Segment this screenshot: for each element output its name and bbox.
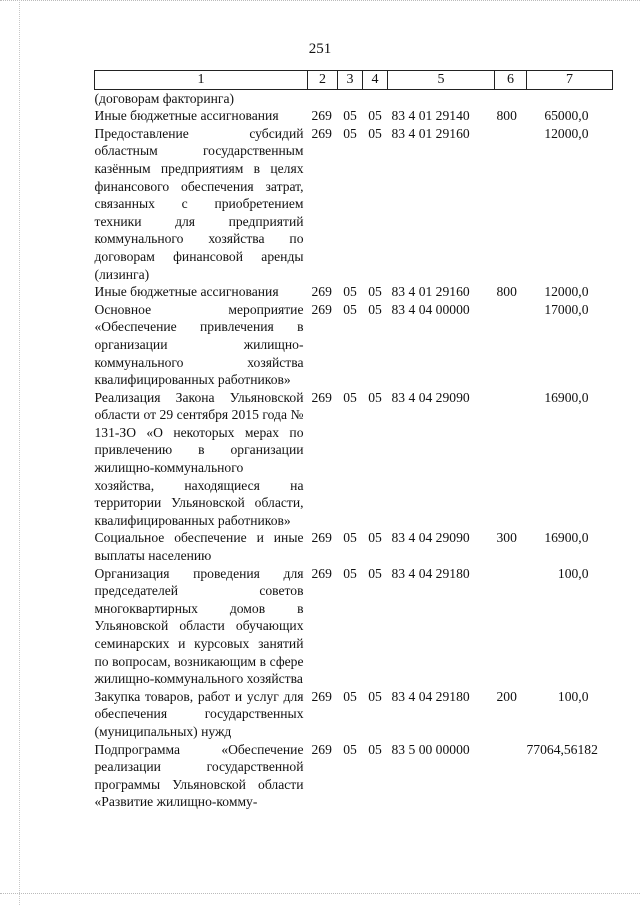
row-section: 05 (343, 301, 357, 317)
column-header-7: 7 (527, 71, 613, 90)
row-subsection: 05 (368, 741, 382, 757)
row-amount (527, 89, 613, 107)
row-name: Реализация Закона Ульяновской области от 29 сентября 2015 года № 131-ЗО «О некоторых мерах по привлечению в организации жилищно-коммунального хозяйства, находящиеся на территории Ульяновской области, квалифицированных работников» (94, 389, 304, 528)
row-subsection: 05 (368, 125, 382, 141)
row-subsection: 05 (368, 108, 382, 124)
column-header-4: 4 (363, 71, 388, 90)
row-admin-code: 269 (311, 284, 332, 300)
row-amount: 12000,0 (544, 284, 589, 300)
row-section (338, 89, 363, 107)
column-header-1: 1 (95, 71, 308, 90)
row-expense-type (495, 389, 527, 530)
row-expense-type (495, 741, 527, 811)
table-row (95, 89, 613, 107)
scan-edge-bottom (0, 893, 640, 894)
row-subsection: 05 (368, 389, 382, 405)
row-subsection: 05 (368, 565, 382, 581)
row-admin-code: 269 (311, 301, 332, 317)
table-header-row (95, 71, 613, 90)
row-target-article: 83 4 04 29090 (391, 530, 470, 546)
row-admin-code: 269 (311, 688, 332, 704)
row-subsection: 05 (368, 284, 382, 300)
row-expense-type (495, 125, 527, 283)
row-name: (договорам факторинга) (94, 90, 235, 106)
row-target-article: 83 4 04 29090 (391, 389, 470, 405)
column-header-3: 3 (338, 71, 363, 90)
row-admin-code: 269 (311, 565, 332, 581)
row-section: 05 (343, 125, 357, 141)
row-section: 05 (343, 284, 357, 300)
row-admin-code (308, 89, 338, 107)
row-name: Организация проведения для председателей советов многоквартирных домов в Ульяновской области обучающих семинарских и курсовых занятий по вопросам, возникающим в сфере жилищно-коммунального хозяйства (94, 565, 304, 687)
row-name: Подпрограмма «Обеспечение реализации государственной программы Ульяновской области «Развитие жилищно-комму- (94, 741, 304, 810)
row-name: Социальное обеспечение и иные выплаты населению (94, 530, 304, 564)
row-name: Иные бюджетные ассигнования (94, 284, 279, 300)
row-amount: 65000,0 (544, 108, 589, 124)
table-row (95, 283, 613, 301)
row-section: 05 (343, 741, 357, 757)
row-subsection: 05 (368, 688, 382, 704)
row-amount: 17000,0 (544, 301, 589, 317)
row-subsection: 05 (368, 301, 382, 317)
row-section: 05 (343, 688, 357, 704)
row-section: 05 (343, 389, 357, 405)
table-row (95, 125, 613, 283)
scan-edge-left (19, 0, 20, 905)
row-section: 05 (343, 530, 357, 546)
row-amount: 16900,0 (544, 389, 589, 405)
row-admin-code: 269 (311, 530, 332, 546)
row-admin-code: 269 (311, 389, 332, 405)
row-target-article: 83 4 01 29160 (391, 125, 470, 141)
row-expense-type (495, 565, 527, 688)
page-number: 251 (308, 41, 332, 57)
table-row (95, 529, 613, 564)
column-header-6: 6 (495, 71, 527, 90)
row-section: 05 (343, 565, 357, 581)
row-expense-type (495, 89, 527, 107)
row-target-article: 83 5 00 00000 (391, 741, 470, 757)
row-target-article (388, 89, 495, 107)
table-row (95, 107, 613, 125)
row-target-article: 83 4 04 29180 (391, 565, 470, 581)
row-admin-code: 269 (311, 108, 332, 124)
row-target-article: 83 4 01 29140 (391, 108, 470, 124)
row-target-article: 83 4 01 29160 (391, 284, 470, 300)
table-row (95, 301, 613, 389)
row-expense-type: 200 (496, 688, 517, 704)
table-row (95, 565, 613, 688)
column-header-5: 5 (388, 71, 495, 90)
budget-table (94, 70, 613, 811)
column-header-2: 2 (308, 71, 338, 90)
row-name: Иные бюджетные ассигнования (94, 108, 279, 124)
row-target-article: 83 4 04 00000 (391, 301, 470, 317)
table-row (95, 389, 613, 530)
row-expense-type: 800 (496, 108, 517, 124)
row-amount: 100,0 (557, 565, 589, 581)
row-expense-type (495, 301, 527, 389)
row-amount: 77064,56182 (526, 741, 598, 757)
row-amount: 16900,0 (544, 530, 589, 546)
row-name: Основное мероприятие «Обеспечение привлечения в организации жилищно-коммунального хозяйства квалифицированных работников» (94, 301, 304, 388)
row-subsection: 05 (368, 530, 382, 546)
row-name: Предоставление субсидий областным государственным казённым предприятиям в целях финансового обеспечения затрат, связанных с приобретением техники для предприятий коммунального хозяйства по договорам финансовой аренды (лизинга) (94, 125, 304, 282)
row-expense-type: 800 (496, 284, 517, 300)
table-row (95, 741, 613, 811)
row-admin-code: 269 (311, 741, 332, 757)
row-expense-type: 300 (496, 530, 517, 546)
row-admin-code: 269 (311, 125, 332, 141)
row-amount: 12000,0 (544, 125, 589, 141)
scan-edge-top (0, 0, 640, 1)
row-subsection (363, 89, 388, 107)
row-name: Закупка товаров, работ и услуг для обеспечения государственных (муниципальных) нужд (94, 688, 304, 739)
row-target-article: 83 4 04 29180 (391, 688, 470, 704)
table-row (95, 688, 613, 741)
row-amount: 100,0 (557, 688, 589, 704)
row-section: 05 (343, 108, 357, 124)
